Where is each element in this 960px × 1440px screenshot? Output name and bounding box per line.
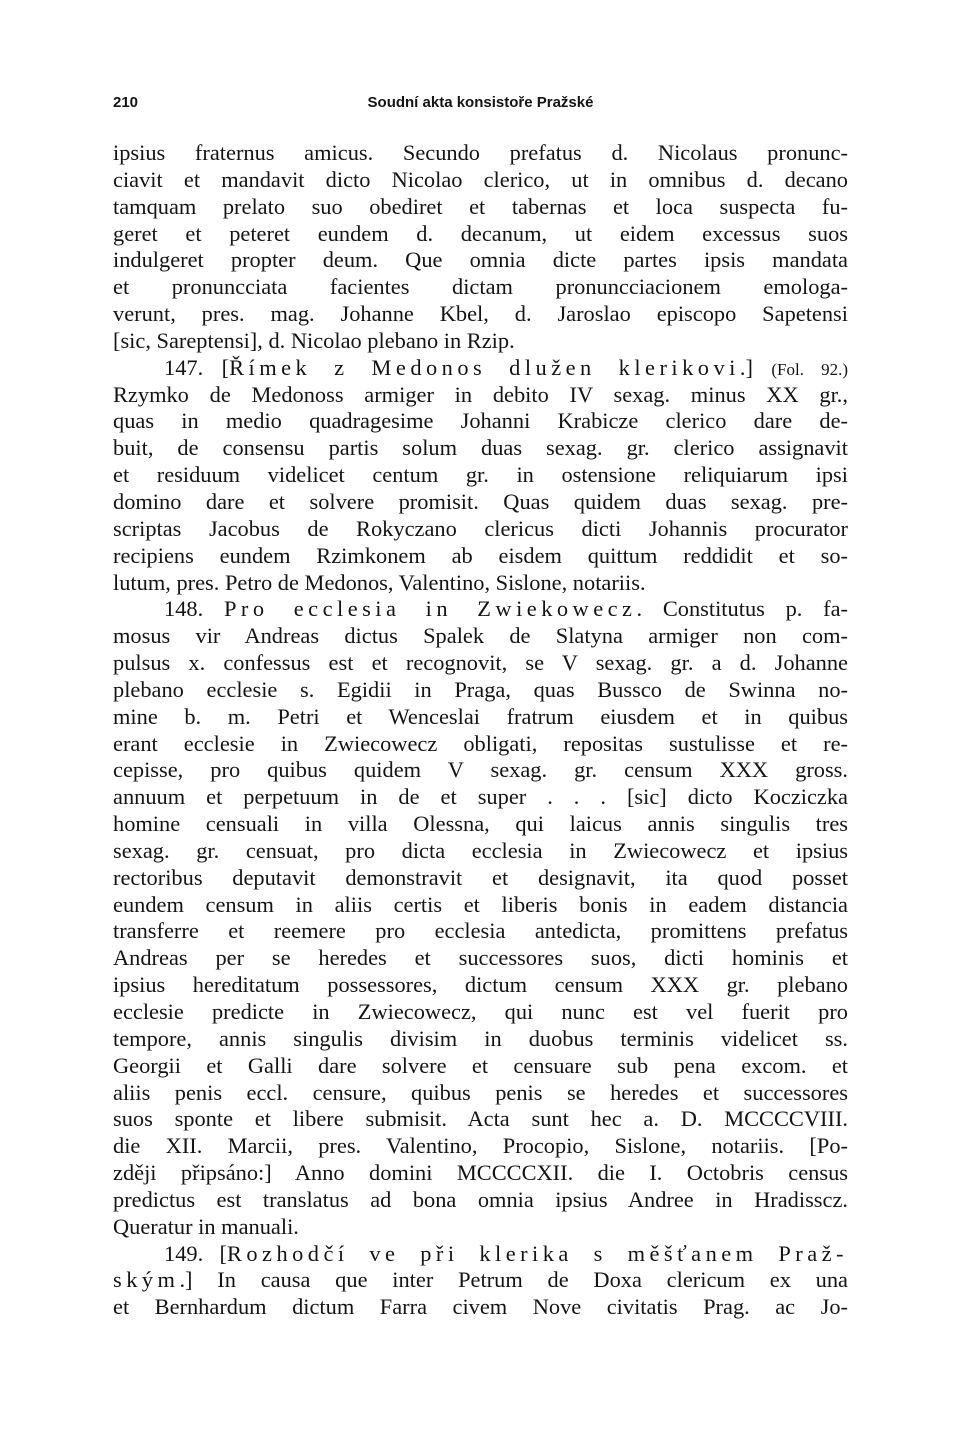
text-line: [sic, Sareptensi], d. Nicolao plebano in Rzip. — [113, 327, 515, 353]
text-line: ciavit et mandavit dicto Nicolao clerico, ut in omnibus d. decano — [113, 166, 848, 192]
text-line — [113, 596, 848, 623]
entry-number: 149. [ — [164, 1240, 227, 1266]
text-line: sexag. gr. censuat, pro dicta ecclesia in Zwiecowecz et ipsius — [113, 837, 848, 863]
text-line: scriptas Jacobus de Rokyczano clericus dicti Johannis procurator — [113, 515, 848, 541]
text-line: et pronuncciata facientes dictam pronuncciacionem emologa- — [113, 274, 848, 300]
line-suffix: . Constitutus p. fa- — [636, 596, 849, 622]
text-line: erant ecclesie in Zwiecowecz obligati, repositas sustulisse et re- — [113, 730, 848, 756]
text-line: et residuum videlicet centum gr. in ostensione reliquiarum ipsi — [113, 462, 848, 488]
text-line: Queratur in manuali. — [113, 1213, 299, 1239]
text-line: domino dare et solvere promisit. Quas quidem duas sexag. pre- — [113, 488, 848, 514]
text-line: suos sponte et libere submisit. Acta sunt hec a. D. MCCCCVIII. — [113, 1106, 848, 1132]
text-line: verunt, pres. mag. Johanne Kbel, d. Jaroslao episcopo Sapetensi — [113, 301, 848, 327]
text-line: indulgeret propter deum. Que omnia dicte partes ipsis mandata — [113, 247, 848, 273]
text-line: die XII. Marcii, pres. Valentino, Procopio, Sislone, notariis. [Po- — [113, 1133, 848, 1159]
text-line: mine b. m. Petri et Wenceslai fratrum eiusdem et in quibus — [113, 703, 848, 729]
text-line: predictus est translatus ad bona omnia ipsius Andree in Hradisscz. — [113, 1186, 848, 1212]
text-line — [113, 355, 848, 382]
text-line: et Bernhardum dictum Farra civem Nove civitatis Prag. ac Jo- — [113, 1294, 848, 1320]
text-line: Andreas per se heredes et successores suos, dicti hominis et — [113, 945, 848, 971]
text-line — [113, 1241, 848, 1268]
text-line: zději připsáno:] Anno domini MCCCCXII. die I. Octobris census — [113, 1160, 848, 1186]
folio-note: (Fol. 92.) — [771, 359, 848, 379]
text-line — [113, 1267, 848, 1294]
text-line: quas in medio quadragesime Johanni Krabicze clerico dare de- — [113, 408, 848, 434]
text-line: eundem censum in aliis certis et liberis bonis in eadem distancia — [113, 891, 848, 917]
text-line: tamquam prelato suo obediret et tabernas et loca suspecta fu- — [113, 193, 848, 219]
entry-heading: Rozhodčí ve při klerika s měšťanem Praž- — [226, 1240, 848, 1266]
text-line: pulsus x. confessus est et recognovit, se V sexag. gr. a d. Johanne — [113, 650, 848, 676]
entry-number: 148. — [164, 596, 224, 622]
text-line: Rzymko de Medonoss armiger in debito IV sexag. minus XX gr., — [113, 381, 848, 407]
text-line: Georgii et Galli dare solvere et censuare sub pena excom. et — [113, 1052, 848, 1078]
text-line: mosus vir Andreas dictus Spalek de Slatyna armiger non com- — [113, 623, 848, 649]
page-header — [113, 94, 848, 118]
line-suffix: .] In causa que inter Petrum de Doxa clericum ex una — [179, 1267, 848, 1293]
text-line: aliis penis eccl. censure, quibus penis se heredes et successores — [113, 1079, 848, 1105]
text-line: ipsius hereditatum possessores, dictum censum XXX gr. plebano — [113, 972, 848, 998]
text-line: rectoribus deputavit demonstravit et designavit, ita quod posset — [113, 864, 848, 890]
text-line: buit, de consensu partis solum duas sexag. gr. clerico assignavit — [113, 435, 848, 461]
entry-heading: Římek z Medonos dlužen klerikovi — [229, 354, 740, 380]
text-line: ecclesie predicte in Zwiecowecz, qui nunc est vel fuerit pro — [113, 999, 848, 1024]
text-line: cepisse, pro quibus quidem V sexag. gr. censum XXX gross. — [113, 757, 848, 783]
text-line: annuum et perpetuum in de et super . . . [sic] dicto Kocziczka — [113, 784, 848, 810]
line-suffix: .] — [739, 354, 753, 380]
body-text — [113, 140, 848, 1321]
text-line: ipsius fraternus amicus. Secundo prefatus d. Nicolaus pronunc- — [113, 140, 848, 165]
page-number: 210 — [113, 94, 139, 111]
text-line: transferre et reemere pro ecclesia antedicta, promittens prefatus — [113, 918, 848, 944]
text-line: tempore, annis singulis divisim in duobus terminis videlicet ss. — [113, 1025, 848, 1051]
entry-heading: ským — [113, 1267, 180, 1293]
running-title: Soudní akta konsistoře Pražské — [367, 94, 594, 111]
entry-heading: Pro ecclesia in Zwiekowecz — [223, 596, 637, 622]
text-line: plebano ecclesie s. Egidii in Praga, quas Bussco de Swinna no- — [113, 676, 848, 702]
entry-number: 147. [ — [164, 354, 230, 380]
text-line: geret et peteret eundem d. decanum, ut eidem excessus suos — [113, 220, 848, 246]
text-line: homine censuali in villa Olessna, qui laicus annis singulis tres — [113, 811, 848, 837]
text-line: recipiens eundem Rzimkonem ab eisdem quittum reddidit et so- — [113, 542, 848, 568]
text-line: lutum, pres. Petro de Medonos, Valentino, Sislone, notariis. — [113, 569, 646, 595]
